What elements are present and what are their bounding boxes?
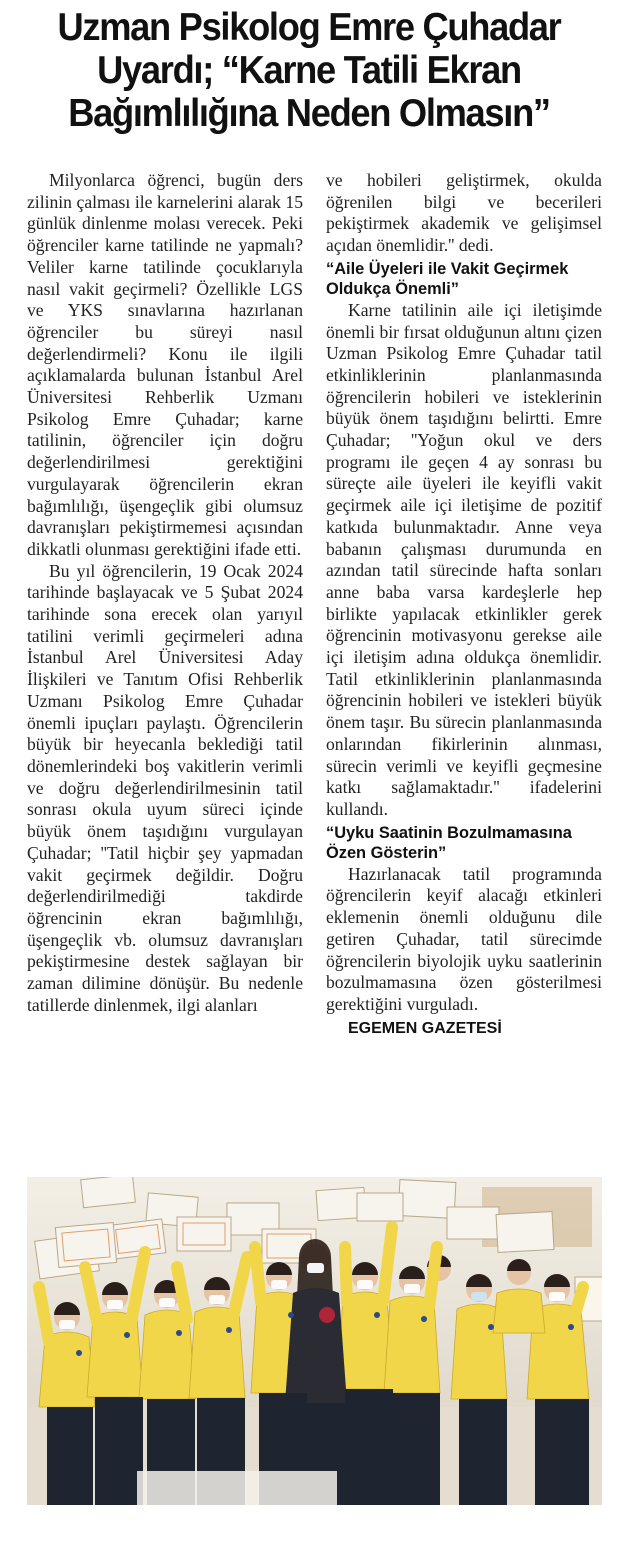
article-right-column xyxy=(326,170,602,1040)
source-credit: EGEMEN GAZETESİ xyxy=(348,1019,502,1037)
article-paragraph: Milyonlarca öğrenci, bugün ders zilinin çalması ile karnelerini alarak 15 günlük dinlenme molası verecek. Peki öğrenciler karne tatilinde ne yapmalı? Veliler karne tatilinde çocuklarıyla nasıl vakit geçirmeli? Özellikle LGS ve YKS sınavlarına hazırlanan öğrenciler bu süreyi nasıl değerlendirmeli? Konu ile ilgili açıklamalarda bulunan İstanbul Arel Üniversitesi Rehberlik Uzmanı Psikolog Emre Çuhadar; karne tatilinin, öğrenciler için doğru değerlendirilmesi gerektiğini vurgulayarak öğrencilerin ekran bağımlılığı, üşengeçlik gibi olumsuz davranışları pekiştirmemesi açısından dikkatli olunması gerektiğini ifade etti. xyxy=(27,170,303,559)
article-subheading: “Aile Üyeleri ile Vakit Geçirmek Oldukça Önemli” xyxy=(326,259,569,299)
article-paragraph: Bu yıl öğrencilerin, 19 Ocak 2024 tarihinde başlayacak ve 5 Şubat 2024 tarihinde sona erecek olan yarıyıl tatilini verimli geçirmeleri adına İstanbul Arel Üniversitesi Aday İlişkileri ve Tanıtım Ofisi Rehberlik Uzmanı Psikolog Emre Çuhadar önemli ipuçları paylaştı. Öğrencilerin büyük bir heyecanla beklediği tatil dönemlerindeki boş vakitlerin verimli ve doğru değerlendirilmesinin tatil sonrası okula uyum süreci içinde büyük önem taşıdığını vurgulayan Çuhadar; ''Tatil hiçbir şey yapmadan vakit geçirmek değildir. Doğru değerlendirilmediği takdirde öğrencinin ekran bağımlılığı, üşengeçlik vb. olumsuz davranışları pekiştirmesine destek sağlayan bir zaman dilimine dönüşür. Bu nedenle tatillerde dinlenmek, ilgi alanları xyxy=(27,560,303,1015)
article-headline: Uzman Psikolog Emre Çuhadar Uyardı; “Karne Tatili Ekran Bağımlılığına Neden Olmasın” xyxy=(57,6,561,135)
article-photo xyxy=(27,1177,602,1505)
article-paragraph: Hazırlanacak tatil programında öğrencilerin keyif alacağı etkinleri eklemenin önemli olduğunu dile getiren Çuhadar, tatil sürecimde öğrencilerin biyolojik uyku saatlerinin bozulmamasına özen gösterilmesi gerektiğini vurguladı. xyxy=(326,863,602,1014)
article-subheading: “Uyku Saatinin Bozulmamasına Özen Gösterin” xyxy=(326,823,572,863)
article-paragraph: ve hobileri geliştirmek, okulda öğrenilen bilgi ve becerileri pekiştirmek akademik ve gelişimsel açıdan önemlidir.'' dedi. xyxy=(326,170,602,256)
article-paragraph: Karne tatilinin aile içi iletişimde önemli bir fırsat olduğunun altını çizen Uzman Psikolog Emre Çuhadar tatil etkinliklerinin planlanmasında öğrencilerin hobileri ve isteklerinin büyük önem taşıdığını belirtti. Emre Çuhadar; ''Yoğun okul ve ders programı ile geçen 4 ay sonrası bu süreçte aile üyeleri ile keyifli vakit geçirmek aile içi iletişime de pozitif katkıda bulunmaktadır. Anne veya babanın çalışması durumunda en azından tatil sürecinde hafta sonları anne baba varsa kardeşlerle hep birlikte yapılacak etkinlikler gerek öğrencinin motivasyonu gerekse aile içi iletişim adına oldukça önemlidir. Tatil etkinliklerinin planlanmasında öğrencinin hobileri ve istekleri büyük önem taşır. Bu sürecin planlanmasında onlarından fikirlerinin alınması, sürecin verimli ve keyifli geçmesine katkı sağlamaktadır.'' ifadelerini kullandı. xyxy=(326,299,602,819)
article-left-column xyxy=(27,170,303,1016)
